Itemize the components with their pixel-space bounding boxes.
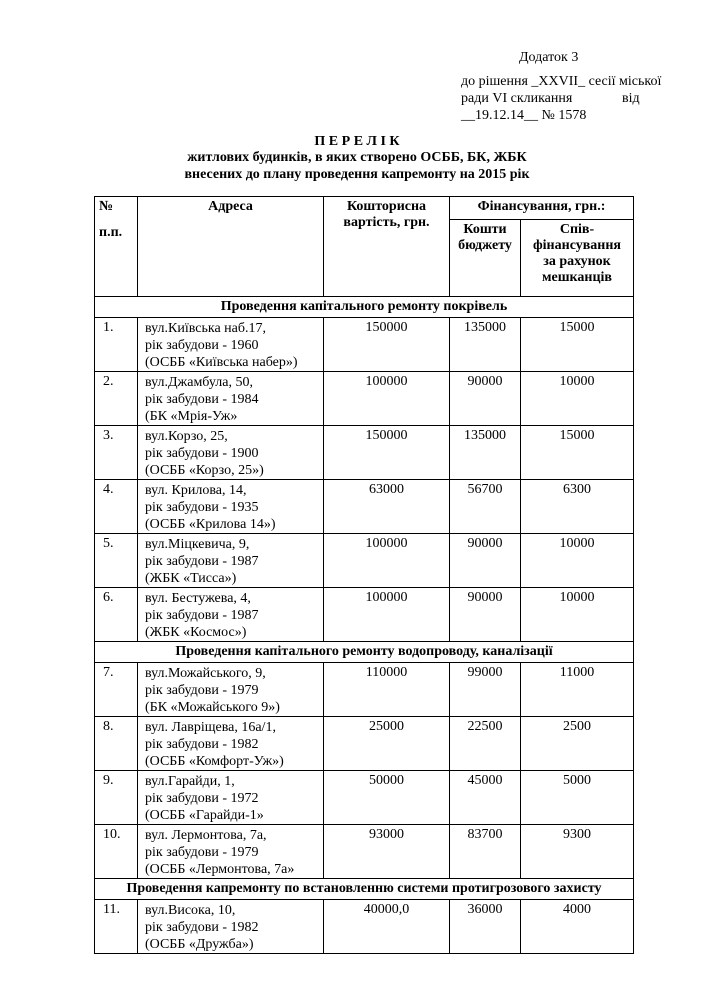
row-cofinancing: 15000 bbox=[521, 426, 634, 480]
table-header-row bbox=[95, 197, 634, 220]
table-row bbox=[95, 900, 634, 954]
row-address: вул. Лермонтова, 7а, рік забудови - 1979 (ОСББ «Лермонтова, 7а» bbox=[138, 825, 324, 879]
row-cofinancing: 10000 bbox=[521, 588, 634, 642]
repair-table bbox=[94, 196, 634, 954]
table-row bbox=[95, 372, 634, 426]
row-cost: 50000 bbox=[324, 771, 450, 825]
row-number: 7. bbox=[95, 663, 138, 717]
row-cofinancing: 15000 bbox=[521, 318, 634, 372]
row-address: вул.Міцкевича, 9, рік забудови - 1987 (ЖБК «Тисса») bbox=[138, 534, 324, 588]
table-row bbox=[95, 588, 634, 642]
row-number: 4. bbox=[95, 480, 138, 534]
row-address: вул.Висока, 10, рік забудови - 1982 (ОСББ «Дружба») bbox=[138, 900, 324, 954]
table-row bbox=[95, 480, 634, 534]
section-row bbox=[95, 297, 634, 318]
appendix-label: Додаток 3 bbox=[519, 50, 579, 65]
row-budget: 90000 bbox=[450, 588, 521, 642]
row-cost: 63000 bbox=[324, 480, 450, 534]
row-cofinancing: 4000 bbox=[521, 900, 634, 954]
row-budget: 90000 bbox=[450, 372, 521, 426]
table-row bbox=[95, 825, 634, 879]
table-row bbox=[95, 318, 634, 372]
row-cofinancing: 5000 bbox=[521, 771, 634, 825]
row-number: 10. bbox=[95, 825, 138, 879]
row-number: 1. bbox=[95, 318, 138, 372]
table-row bbox=[95, 663, 634, 717]
row-budget: 45000 bbox=[450, 771, 521, 825]
section-row bbox=[95, 642, 634, 663]
table-row bbox=[95, 771, 634, 825]
row-cost: 100000 bbox=[324, 588, 450, 642]
row-cost: 150000 bbox=[324, 426, 450, 480]
header-budget: Кошти бюджету bbox=[450, 220, 521, 297]
row-cost: 93000 bbox=[324, 825, 450, 879]
row-cost: 100000 bbox=[324, 372, 450, 426]
section-row bbox=[95, 879, 634, 900]
row-budget: 135000 bbox=[450, 426, 521, 480]
row-number: 3. bbox=[95, 426, 138, 480]
row-cofinancing: 10000 bbox=[521, 534, 634, 588]
header-cost: Кошторисна вартість, грн. bbox=[324, 197, 450, 297]
row-address: вул. Бестужева, 4, рік забудови - 1987 (ЖБК «Космос») bbox=[138, 588, 324, 642]
row-cofinancing: 6300 bbox=[521, 480, 634, 534]
row-budget: 135000 bbox=[450, 318, 521, 372]
section-title: Проведення капремонту по встановленню системи протигрозового захисту bbox=[95, 879, 634, 900]
row-cost: 25000 bbox=[324, 717, 450, 771]
header-number: № п.п. bbox=[95, 197, 138, 297]
row-address: вул. Лавріщева, 16а/1, рік забудови - 1982 (ОСББ «Комфорт-Уж») bbox=[138, 717, 324, 771]
row-address: вул.Гарайди, 1, рік забудови - 1972 (ОСББ «Гарайди-1» bbox=[138, 771, 324, 825]
header-financing: Фінансування, грн.: bbox=[450, 197, 634, 220]
row-number: 8. bbox=[95, 717, 138, 771]
row-budget: 22500 bbox=[450, 717, 521, 771]
header-cofinancing: Спів- фінансування за рахунок мешканців bbox=[521, 220, 634, 297]
row-number: 2. bbox=[95, 372, 138, 426]
row-address: вул.Джамбула, 50, рік забудови - 1984 (БК «Мрія-Уж» bbox=[138, 372, 324, 426]
row-cost: 110000 bbox=[324, 663, 450, 717]
section-title: Проведення капітального ремонту водопроводу, каналізації bbox=[95, 642, 634, 663]
section-title: Проведення капітального ремонту покрівель bbox=[95, 297, 634, 318]
header-address: Адреса bbox=[138, 197, 324, 297]
table-row bbox=[95, 534, 634, 588]
row-number: 9. bbox=[95, 771, 138, 825]
row-cofinancing: 11000 bbox=[521, 663, 634, 717]
row-address: вул.Київська наб.17, рік забудови - 1960 (ОСББ «Київська набер») bbox=[138, 318, 324, 372]
row-number: 11. bbox=[95, 900, 138, 954]
table-row bbox=[95, 426, 634, 480]
row-address: вул.Корзо, 25, рік забудови - 1900 (ОСББ «Корзо, 25») bbox=[138, 426, 324, 480]
decision-line-2-from: від bbox=[622, 91, 640, 106]
row-budget: 90000 bbox=[450, 534, 521, 588]
row-budget: 36000 bbox=[450, 900, 521, 954]
row-budget: 56700 bbox=[450, 480, 521, 534]
decision-line-2: ради VI скликання bbox=[461, 91, 573, 106]
row-address: вул. Крилова, 14, рік забудови - 1935 (ОСББ «Крилова 14») bbox=[138, 480, 324, 534]
row-cost: 40000,0 bbox=[324, 900, 450, 954]
row-budget: 83700 bbox=[450, 825, 521, 879]
page-title: П Е Р Е Л І К bbox=[314, 134, 400, 149]
row-cost: 100000 bbox=[324, 534, 450, 588]
decision-line-1: до рішення _XXVII_ сесії міської bbox=[461, 74, 662, 89]
row-cofinancing: 2500 bbox=[521, 717, 634, 771]
row-cost: 150000 bbox=[324, 318, 450, 372]
row-cofinancing: 9300 bbox=[521, 825, 634, 879]
row-address: вул.Можайського, 9, рік забудови - 1979 (БК «Можайського 9») bbox=[138, 663, 324, 717]
row-number: 6. bbox=[95, 588, 138, 642]
table-row bbox=[95, 717, 634, 771]
decision-date-number: __19.12.14__ № 1578 bbox=[461, 108, 587, 123]
row-budget: 99000 bbox=[450, 663, 521, 717]
page-subtitle-1: житлових будинків, в яких створено ОСББ, БК, ЖБК bbox=[187, 150, 527, 165]
row-number: 5. bbox=[95, 534, 138, 588]
page-subtitle-2: внесених до плану проведення капремонту на 2015 рік bbox=[184, 167, 530, 182]
row-cofinancing: 10000 bbox=[521, 372, 634, 426]
